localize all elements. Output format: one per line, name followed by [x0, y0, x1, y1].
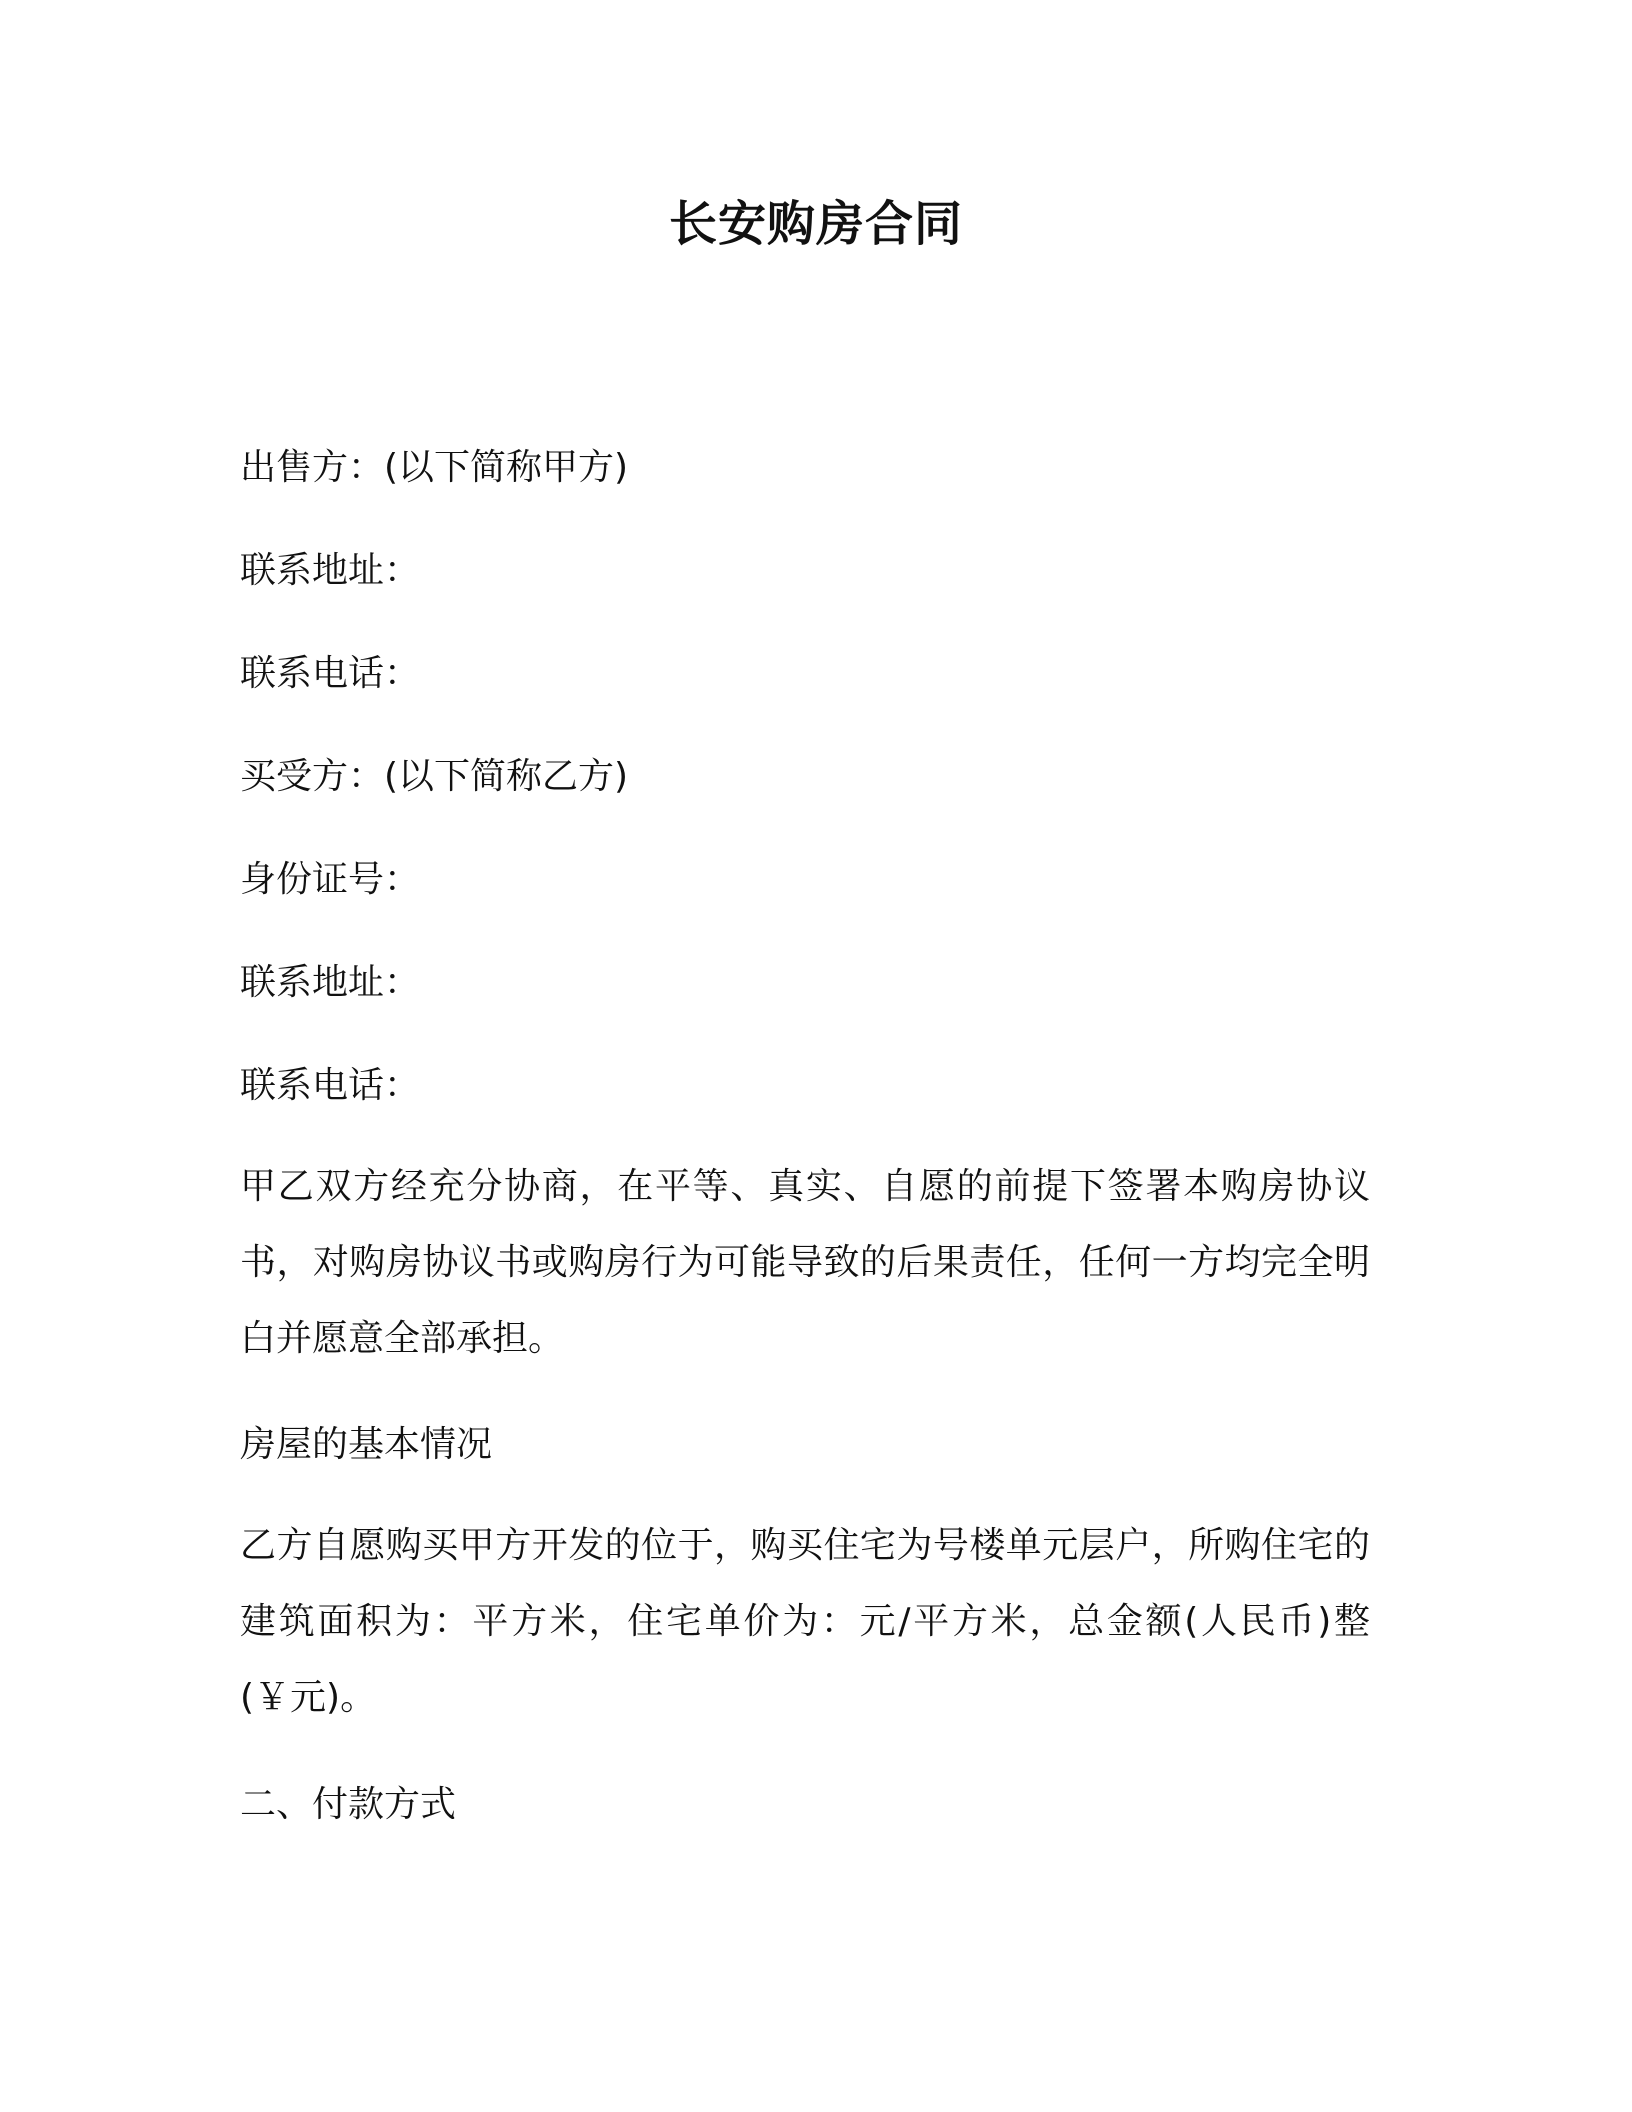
- seller-label: 出售方：(以下简称甲方): [240, 447, 629, 488]
- section-basic-heading: 房屋的基本情况: [240, 1424, 493, 1465]
- document-title: 长安购房合同: [668, 196, 963, 252]
- buyer-address-label: 联系地址：: [240, 962, 421, 1003]
- buyer-phone-label: 联系电话：: [240, 1065, 421, 1106]
- buyer-id-label: 身份证号：: [240, 859, 421, 900]
- seller-phone-label: 联系电话：: [240, 653, 421, 694]
- buyer-label: 买受方：(以下简称乙方): [240, 756, 629, 797]
- section-payment-heading: 二、付款方式: [240, 1784, 457, 1825]
- preamble-paragraph: 甲乙双方经充分协商，在平等、真实、自愿的前提下签署本购房协议书，对购房协议书或购房行为可能导致的后果责任，任何一方均完全明白并愿意全部承担。: [240, 1166, 1370, 1359]
- section-basic-body: 乙方自愿购买甲方开发的位于，购买住宅为号楼单元层户，所购住宅的建筑面积为：平方米，住宅单价为：元/平方米，总金额(人民币)整(￥元)。: [240, 1525, 1370, 1718]
- seller-address-label: 联系地址：: [240, 550, 421, 591]
